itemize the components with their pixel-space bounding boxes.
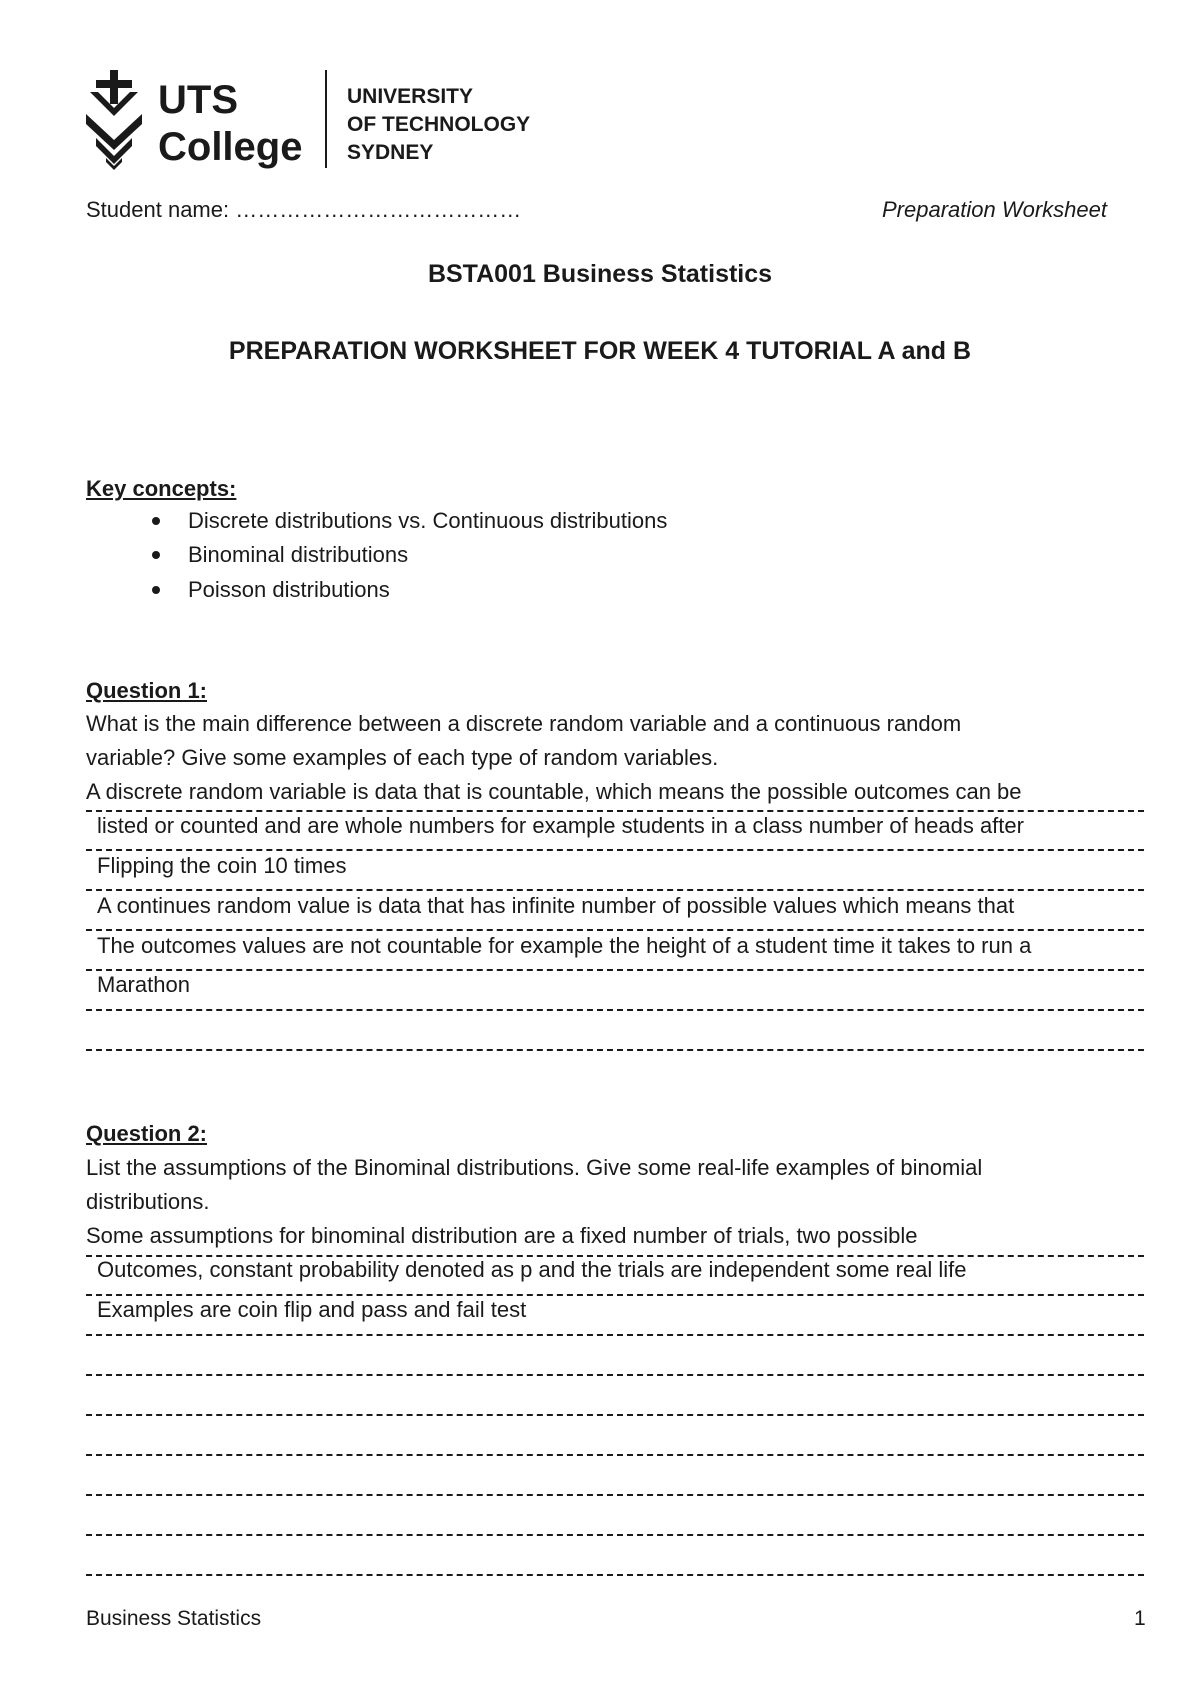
question-1-answer-line[interactable]: listed or counted and are whole numbers for example students in a class number of heads after [97,813,1024,838]
footer-course-name: Business Statistics [86,1607,262,1630]
bullet-icon [152,517,160,525]
logo-university-name [347,83,530,167]
logo-uni-line: SYDNEY [347,141,434,164]
answer-rule [86,1049,1144,1051]
course-title: BSTA001 Business Statistics [427,260,773,288]
question-2-answer-line[interactable]: Outcomes, constant probability denoted as p and the trials are independent some real life [97,1257,967,1282]
answer-rule [86,1494,1144,1496]
question-2-prompt-line: List the assumptions of the Binominal distributions. Give some real-life examples of binomial [86,1155,983,1180]
answer-rule [86,1334,1144,1336]
question-1-heading: Question 1: [86,678,208,703]
logo-uni-line: UNIVERSITY [347,85,474,108]
answer-rule [86,1414,1144,1416]
question-1-answer-line[interactable]: Flipping the coin 10 times [97,853,347,878]
key-concept-item: Discrete distributions vs. Continuous distributions [188,508,668,533]
bullet-icon [152,586,160,594]
logo-uni-line: OF TECHNOLOGY [347,113,531,136]
uts-college-logo-icon [86,70,142,170]
key-concepts-heading: Key concepts: [86,476,237,501]
question-1-answer-line[interactable]: A discrete random variable is data that is countable, which means the possible outcomes can be [86,779,1022,804]
page-number: 1 [1134,1607,1146,1630]
answer-rule [86,1009,1144,1011]
key-concept-item: Binominal distributions [188,542,409,567]
question-2-prompt-line: distributions. [86,1189,210,1214]
answer-rule [86,1534,1144,1536]
worksheet-type-label: Preparation Worksheet [882,197,1107,222]
question-1-answer-line[interactable]: A continues random value is data that has infinite number of possible values which means that [97,893,1015,918]
question-1-prompt-line: variable? Give some examples of each type of random variables. [86,745,719,770]
question-1-prompt-line: What is the main difference between a discrete random variable and a continuous random [86,711,962,736]
logo-divider [325,70,327,168]
question-2-answer-line[interactable]: Some assumptions for binominal distribution are a fixed number of trials, two possible [86,1223,918,1248]
answer-rule [86,1574,1144,1576]
question-1-answer-line[interactable]: The outcomes values are not countable for example the height of a student time it takes to run a [97,933,1032,958]
bullet-icon [152,551,160,559]
question-2-answer-line[interactable]: Examples are coin flip and pass and fail test [97,1297,527,1322]
worksheet-title: PREPARATION WORKSHEET FOR WEEK 4 TUTORIAL A and B [228,337,972,365]
logo-college-text: College [158,125,303,169]
question-1-answer-line[interactable]: Marathon [97,972,190,997]
answer-rule [86,1454,1144,1456]
question-2-heading: Question 2: [86,1121,208,1146]
student-name-field[interactable]: Student name: ………………………………… [86,197,522,222]
answer-rule [86,1374,1144,1376]
logo-uts-text: UTS [158,78,238,122]
answer-rule [86,969,1144,971]
key-concept-item: Poisson distributions [188,577,390,602]
